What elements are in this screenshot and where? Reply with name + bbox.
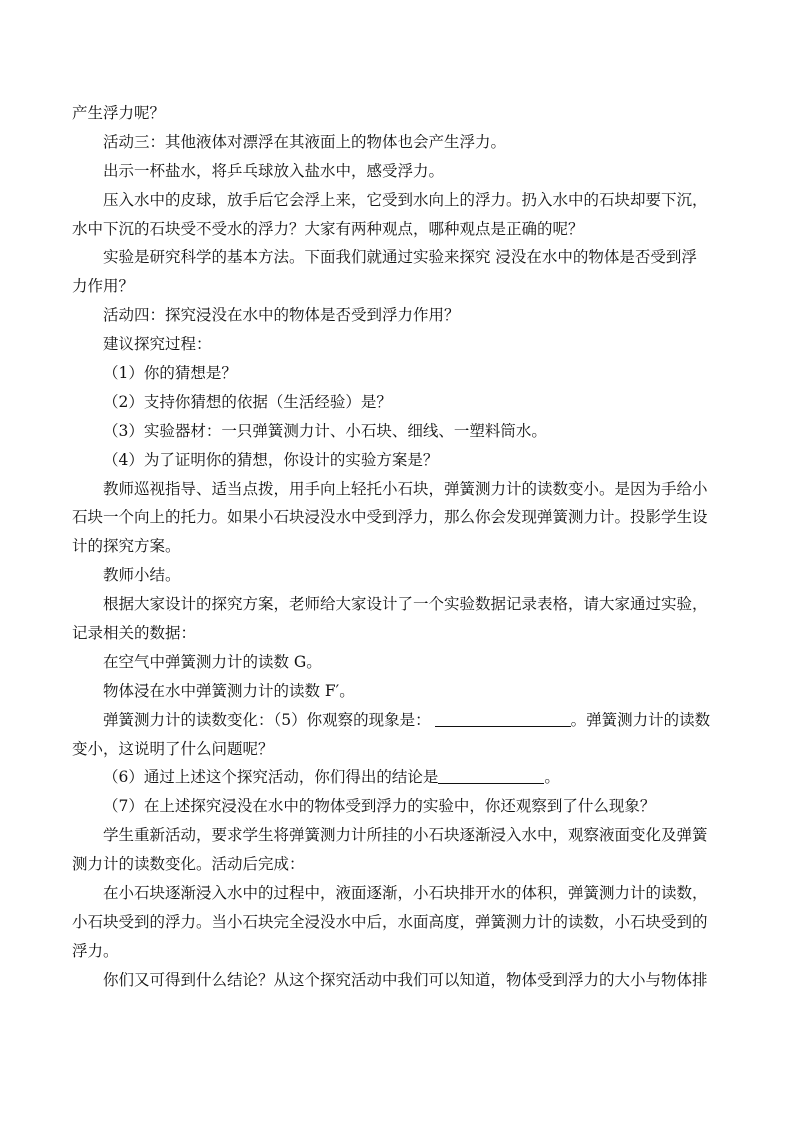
fill-in-prompt: 弹簧测力计的读数变化：（5）你观察的现象是： bbox=[103, 710, 431, 729]
paragraph-line: 物体浸在水中弹簧测力计的读数 F′。 bbox=[103, 681, 355, 700]
answer-blank-5[interactable] bbox=[435, 708, 571, 727]
answer-blank-6[interactable] bbox=[438, 765, 544, 784]
paragraph-line: 计的探究方案。 bbox=[72, 537, 181, 556]
paragraph-line: 压入水中的皮球，放手后它会浮上来，它受到水向上的浮力。扔入水中的石块却要下沉， bbox=[103, 190, 708, 209]
paragraph-line: 记录相关的数据： bbox=[72, 624, 197, 643]
paragraph-line: 出示一杯盐水，将乒乓球放入盐水中，感受浮力。 bbox=[103, 161, 445, 180]
paragraph-line: 教师巡视指导、适当点拨，用手向上轻托小石块，弹簧测力计的读数变小。是因为手给小 bbox=[103, 479, 708, 498]
paragraph-line: 测力计的读数变化。活动后完成： bbox=[72, 855, 305, 874]
paragraph-line: 实验是研究科学的基本方法。下面我们就通过实验来探究 浸没在水中的物体是否受到浮 bbox=[103, 248, 697, 267]
paragraph-line: 在小石块逐渐浸入水中的过程中，液面逐渐，小石块排开水的体积，弹簧测力计的读数， bbox=[103, 884, 708, 903]
paragraph-line: 水中下沉的石块受不受水的浮力？大家有两种观点，哪种观点是正确的呢？ bbox=[72, 219, 584, 238]
paragraph-line: 变小，这说明了什么问题呢？ bbox=[72, 739, 274, 758]
paragraph-line: 小石块受到的浮力。当小石块完全浸没水中后，水面高度，弹簧测力计的读数，小石块受到的 bbox=[72, 912, 708, 931]
paragraph-line: 学生重新活动，要求学生将弹簧测力计所挂的小石块逐渐浸入水中，观察液面变化及弹簧 bbox=[103, 826, 708, 845]
fill-in-line bbox=[72, 706, 724, 735]
activity-three-heading: 活动三：其他液体对漂浮在其液面上的物体也会产生浮力。 bbox=[103, 132, 507, 151]
fill-in-line bbox=[72, 763, 724, 792]
list-item: （4）为了证明你的猜想，你设计的实验方案是？ bbox=[103, 450, 439, 469]
list-item: （7）在上述探究浸没在水中的物体受到浮力的实验中，你还观察到了什么现象？ bbox=[103, 797, 656, 816]
list-item: （2）支持你猜想的依据（生活经验）是？ bbox=[103, 392, 392, 411]
fill-in-suffix: 。弹簧测力计的读数 bbox=[570, 710, 711, 729]
paragraph-line: 产生浮力呢？ bbox=[72, 104, 166, 122]
paragraph-line: 教师小结。 bbox=[103, 566, 181, 585]
list-item: （3）实验器材：一只弹簧测力计、小石块、细线、一塑料筒水。 bbox=[103, 421, 547, 440]
paragraph-line: 根据大家设计的探究方案，老师给大家设计了一个实验数据记录表格，请大家通过实验， bbox=[103, 595, 708, 614]
paragraph-line: 你们又可得到什么结论？从这个探究活动中我们可以知道，物体受到浮力的大小与物体排 bbox=[103, 970, 708, 989]
activity-four-heading: 活动四：探究浸没在水中的物体是否受到浮力作用？ bbox=[103, 306, 460, 325]
list-item: （1）你的猜想是？ bbox=[103, 364, 237, 383]
fill-in-suffix: 。 bbox=[544, 768, 560, 787]
fill-in-prompt: （6）通过上述这个探究活动，你们得出的结论是 bbox=[103, 768, 439, 787]
paragraph-line: 石块一个向上的托力。如果小石块浸没水中受到浮力，那么你会发现弹簧测力计。投影学生设 bbox=[72, 508, 708, 527]
paragraph-line: 在空气中弹簧测力计的读数 G。 bbox=[103, 652, 322, 671]
paragraph-line: 浮力。 bbox=[72, 941, 119, 960]
paragraph-line: 建议探究过程： bbox=[103, 335, 212, 354]
paragraph-line: 力作用？ bbox=[72, 277, 135, 296]
document-body bbox=[72, 99, 724, 995]
